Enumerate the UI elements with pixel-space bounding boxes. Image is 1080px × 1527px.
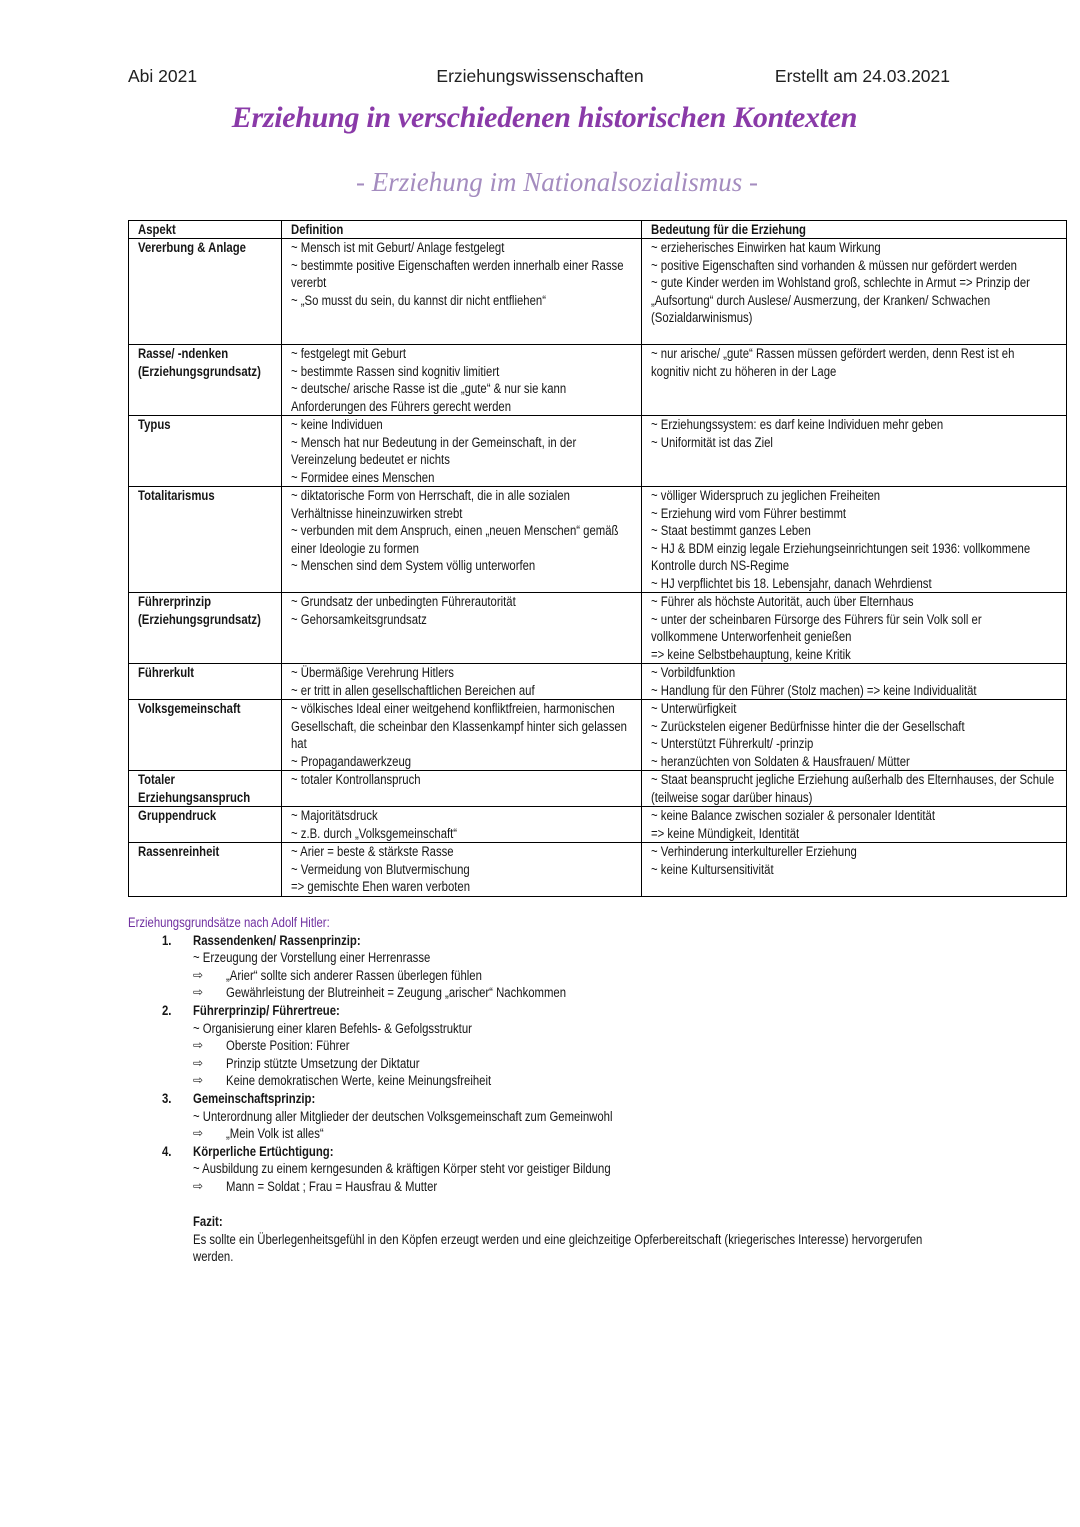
cell-line: ~ Übermäßige Verehrung Hitlers [291, 665, 454, 680]
document-title: Erziehung in verschiedenen historischen Kontexten [231, 101, 858, 134]
cell-line: vollkommene Unterworfenheit genießen [651, 629, 852, 644]
cell-line: ~ Erziehung wird vom Führer bestimmt [651, 505, 847, 521]
table-row [129, 239, 1067, 345]
table-row [129, 416, 1067, 487]
cell-line: ~ Vermeidung von Blutvermischung [291, 861, 470, 877]
aspect-cell [129, 843, 282, 896]
cell-line: ~ unter der scheinbaren Fürsorge des Führers für sein Volk soll er [651, 611, 982, 627]
document-subtitle: - Erziehung im Nationalsozialismus - [355, 167, 759, 197]
principle-detail: „Arier“ sollte sich anderer Rassen überlegen fühlen [226, 967, 482, 983]
cell-line: ~ HJ verpflichtet bis 18. Lebensjahr, danach Wehrdienst [651, 575, 932, 591]
cell-line: ~ keine Balance zwischen sozialer & personaler Identität [651, 808, 935, 823]
principle-detail-line [0, 949, 1080, 967]
cell-line: ~ „So musst du sein, du kannst dir nicht entfliehen“ [291, 292, 546, 308]
cell-line: ~ festgelegt mit Geburt [291, 346, 407, 361]
principle-detail: ~ Organisierung einer klaren Befehls- & Gefolgsstruktur [193, 1020, 472, 1036]
principle-detail: ~ Ausbildung zu einem kerngesunden & kräftigen Körper steht vor geistiger Bildung [193, 1161, 611, 1177]
definition-cell [282, 807, 642, 842]
conclusion-line [0, 1248, 1080, 1266]
definition-cell [282, 771, 642, 806]
definition-cell [282, 700, 642, 770]
cell-line: Anforderungen des Führers gerecht werden [291, 398, 512, 414]
arrow-icon: ⇨ [193, 967, 204, 982]
cell-line: ~ Propagandawerkzeug [291, 753, 412, 769]
aspect-label: Erziehungsanspruch [138, 789, 251, 805]
principle-detail: Keine demokratischen Werte, keine Meinungsfreiheit [226, 1073, 492, 1089]
cell-line: einer Ideologie zu formen [291, 540, 419, 556]
conclusion-label-line [0, 1213, 1080, 1231]
cell-line: Gesellschaft, die scheinbar den Klassenkampf hinter sich gelassen [291, 718, 627, 734]
aspect-label: (Erziehungsgrundsatz) [138, 611, 261, 627]
column-header-label: Bedeutung für die Erziehung [651, 222, 806, 237]
arrow-icon: ⇨ [193, 1038, 204, 1053]
definition-cell [282, 664, 642, 699]
aspect-cell [129, 487, 282, 592]
cell-line: ~ HJ & BDM einzig legale Erziehungseinrichtungen seit 1936: vollkommene [651, 540, 1031, 556]
significance-cell [642, 487, 1067, 592]
aspect-label: Rassenreinheit [138, 844, 220, 859]
cell-line: ~ Arier = beste & stärkste Rasse [291, 844, 454, 859]
significance-cell [642, 807, 1067, 842]
principle-detail: Prinzip stützte Umsetzung der Diktatur [226, 1055, 420, 1071]
cell-line: ~ Mensch hat nur Bedeutung in der Gemeinschaft, in der [291, 434, 577, 450]
principle-detail: Oberste Position: Führer [226, 1038, 350, 1054]
aspect-label: Volksgemeinschaft [138, 701, 241, 716]
definition-cell [282, 843, 642, 896]
cell-line: ~ Grundsatz der unbedingten Führerautorität [291, 594, 516, 609]
definition-cell [282, 593, 642, 663]
cell-line: ~ er tritt in allen gesellschaftlichen Bereichen auf [291, 682, 535, 698]
principles-heading: Erziehungsgrundsätze nach Adolf Hitler: [128, 915, 330, 930]
principle-item [0, 932, 1080, 950]
cell-line: ~ bestimmte positive Eigenschaften werden innerhalb einer Rasse [291, 257, 624, 273]
arrow-icon: ⇨ [193, 1073, 204, 1088]
principle-item [0, 1143, 1080, 1161]
column-header-aspect [129, 221, 282, 238]
cell-line: ~ keine Kultursensitivität [651, 861, 774, 877]
significance-cell [642, 700, 1067, 770]
aspect-label: Vererbung & Anlage [138, 240, 246, 255]
significance-cell [642, 593, 1067, 663]
principle-detail-line [0, 1055, 1080, 1073]
cell-line: ~ Staat bestimmt ganzes Leben [651, 523, 811, 538]
cell-line: kognitiv nicht zu höheren in der Lage [651, 363, 837, 379]
principle-detail-line [0, 1037, 1080, 1055]
principle-number: 2. [162, 1002, 172, 1018]
aspect-label: (Erziehungsgrundsatz) [138, 363, 261, 379]
definition-cell [282, 345, 642, 415]
cell-line: ~ bestimmte Rassen sind kognitiv limitiert [291, 363, 500, 379]
cell-line: ~ Mensch ist mit Geburt/ Anlage festgelegt [291, 240, 505, 255]
cell-line: ~ Handlung für den Führer (Stolz machen) => keine Individualität [651, 682, 977, 698]
cell-line: ~ Staat beansprucht jegliche Erziehung außerhalb des Elternhauses, der Schule [651, 772, 1055, 787]
principle-title: Körperliche Ertüchtigung: [193, 1143, 334, 1159]
aspect-label: Rasse/ -ndenken [138, 346, 229, 361]
cell-line: ~ Majoritätsdruck [291, 808, 378, 823]
aspect-cell [129, 416, 282, 486]
aspect-cell [129, 239, 282, 344]
cell-line: ~ Menschen sind dem System völlig unterworfen [291, 558, 536, 573]
cell-line: ~ keine Individuen [291, 417, 383, 432]
aspect-cell [129, 593, 282, 663]
table-header-row [129, 221, 1067, 239]
table-row [129, 843, 1067, 897]
principle-title: Gemeinschaftsprinzip: [193, 1090, 316, 1106]
principle-title: Rassendenken/ Rassenprinzip: [193, 932, 361, 948]
cell-line: (Sozialdarwinismus) [651, 310, 753, 325]
cell-line: ~ Zurückstelen eigener Bedürfnisse hinter die der Gesellschaft [651, 718, 965, 734]
cell-line: ~ Formidee eines Menschen [291, 469, 435, 485]
cell-line: ~ Erziehungssystem: es darf keine Individuen mehr geben [651, 417, 944, 432]
cell-line: Vereinzelung bedeutet er nichts [291, 452, 450, 467]
cell-line: (teilweise sogar darüber hinaus) [651, 789, 813, 805]
principle-detail: „Mein Volk ist alles“ [226, 1126, 324, 1142]
conclusion-label: Fazit: [193, 1214, 223, 1229]
principle-detail-line [0, 1160, 1080, 1178]
cell-line: ~ Unterstützt Führerkult/ -prinzip [651, 736, 814, 751]
principle-number: 3. [162, 1090, 172, 1106]
cell-line: hat [291, 736, 307, 751]
cell-line: ~ verbunden mit dem Anspruch, einen „neuen Menschen“ gemäß [291, 523, 619, 538]
principle-detail: ~ Erzeugung der Vorstellung einer Herrenrasse [193, 950, 431, 966]
cell-line: Verhältnisse hineinzuwirken strebt [291, 505, 463, 521]
significance-cell [642, 416, 1067, 486]
significance-cell [642, 664, 1067, 699]
principle-title: Führerprinzip/ Führertreue: [193, 1002, 340, 1018]
principle-detail-line [0, 1108, 1080, 1126]
cell-line: vererbt [291, 275, 327, 290]
principle-detail-line [0, 984, 1080, 1002]
table-row [129, 345, 1067, 416]
conclusion-text: werden. [193, 1249, 234, 1265]
aspect-cell [129, 807, 282, 842]
table-row [129, 487, 1067, 593]
aspects-table [128, 220, 1067, 897]
definition-cell [282, 239, 642, 344]
cell-line: ~ heranzüchten von Soldaten & Hausfrauen/ Mütter [651, 753, 910, 769]
principle-detail-line [0, 1178, 1080, 1196]
cell-line: ~ gute Kinder werden im Wohlstand groß, schlechte in Armut => Prinzip der [651, 275, 1030, 290]
aspect-label: Führerprinzip [138, 594, 212, 609]
cell-line: ~ Verhinderung interkultureller Erziehung [651, 844, 857, 859]
significance-cell [642, 843, 1067, 896]
arrow-icon: ⇨ [193, 1126, 204, 1141]
table-row [129, 771, 1067, 807]
course-label: Abi 2021 [128, 66, 198, 86]
created-date: Erstellt am 24.03.2021 [774, 66, 950, 86]
principle-item [0, 1090, 1080, 1108]
aspect-cell [129, 700, 282, 770]
arrow-icon: ⇨ [193, 1178, 204, 1193]
conclusion-text: Es sollte ein Überlegenheitsgefühl in den Köpfen erzeugt werden und eine gleichzeitige Opferbereitschaft (kriegerisches Interesse) hervorgerufen [193, 1231, 923, 1247]
aspect-label: Führerkult [138, 665, 195, 680]
aspect-label: Gruppendruck [138, 808, 217, 823]
cell-line: ~ erzieherisches Einwirken hat kaum Wirkung [651, 240, 881, 255]
principle-detail-line [0, 967, 1080, 985]
table-row [129, 664, 1067, 700]
significance-cell [642, 345, 1067, 415]
principle-detail: Gewährleistung der Blutreinheit = Zeugung „arischer“ Nachkommen [226, 985, 567, 1001]
aspect-cell [129, 345, 282, 415]
cell-line: => keine Mündigkeit, Identität [651, 825, 800, 841]
cell-line: ~ deutsche/ arische Rasse ist die „gute“ & nur sie kann [291, 381, 567, 396]
significance-cell [642, 771, 1067, 806]
principle-number: 1. [162, 932, 172, 948]
cell-line: ~ nur arische/ „gute“ Rassen müssen gefördert werden, denn Rest ist eh [651, 346, 1015, 361]
cell-line: ~ völkisches Ideal einer weitgehend konfliktfreien, harmonischen [291, 701, 615, 716]
principle-detail-line [0, 1020, 1080, 1038]
cell-line: ~ völliger Widerspruch zu jeglichen Freiheiten [651, 488, 881, 503]
principle-item [0, 1002, 1080, 1020]
principle-detail-line [0, 1072, 1080, 1090]
cell-line: ~ totaler Kontrollanspruch [291, 772, 421, 787]
conclusion-line [0, 1231, 1080, 1249]
definition-cell [282, 487, 642, 592]
cell-line: ~ Gehorsamkeitsgrundsatz [291, 611, 427, 627]
aspect-label: Totaler [138, 772, 175, 787]
principle-detail: Mann = Soldat ; Frau = Hausfrau & Mutter [226, 1178, 438, 1194]
table-row [129, 593, 1067, 664]
cell-line: Kontrolle durch NS-Regime [651, 558, 790, 573]
cell-line: ~ Vorbildfunktion [651, 665, 736, 680]
cell-line: ~ diktatorische Form von Herrschaft, die in alle sozialen [291, 488, 570, 503]
cell-line: ~ Unterwürfigkeit [651, 701, 737, 716]
arrow-icon: ⇨ [193, 985, 204, 1000]
cell-line: => keine Selbstbehauptung, keine Kritik [651, 646, 851, 662]
significance-cell [642, 239, 1067, 344]
arrow-icon: ⇨ [193, 1055, 204, 1070]
column-header-label: Aspekt [138, 222, 176, 237]
conclusion [0, 1213, 1080, 1266]
cell-line: ~ z.B. durch „Volksgemeinschaft“ [291, 825, 458, 841]
principle-number: 4. [162, 1143, 172, 1159]
table-row [129, 700, 1067, 771]
aspect-cell [129, 771, 282, 806]
principles-list [0, 914, 1080, 1196]
cell-line: => gemischte Ehen waren verboten [291, 879, 471, 894]
column-header-significance [642, 221, 1067, 238]
principles-heading-line [0, 914, 1080, 932]
cell-line: ~ positive Eigenschaften sind vorhanden & müssen nur gefördert werden [651, 257, 1017, 273]
table-row [129, 807, 1067, 843]
principle-detail: ~ Unterordnung aller Mitglieder der deutschen Volksgemeinschaft zum Gemeinwohl [193, 1108, 613, 1124]
column-header-definition [282, 221, 642, 238]
column-header-label: Definition [291, 222, 344, 237]
principle-detail-line [0, 1125, 1080, 1143]
aspect-label: Typus [138, 417, 171, 432]
definition-cell [282, 416, 642, 486]
cell-line: „Aufsortung“ durch Auslese/ Ausmerzung, der Kranken/ Schwachen [651, 292, 991, 308]
subject-label: Erziehungswissenschaften [436, 66, 644, 86]
aspect-label: Totalitarismus [138, 488, 215, 503]
aspect-cell [129, 664, 282, 699]
cell-line: ~ Führer als höchste Autorität, auch über Elternhaus [651, 594, 914, 609]
cell-line: ~ Uniformität ist das Ziel [651, 434, 773, 450]
